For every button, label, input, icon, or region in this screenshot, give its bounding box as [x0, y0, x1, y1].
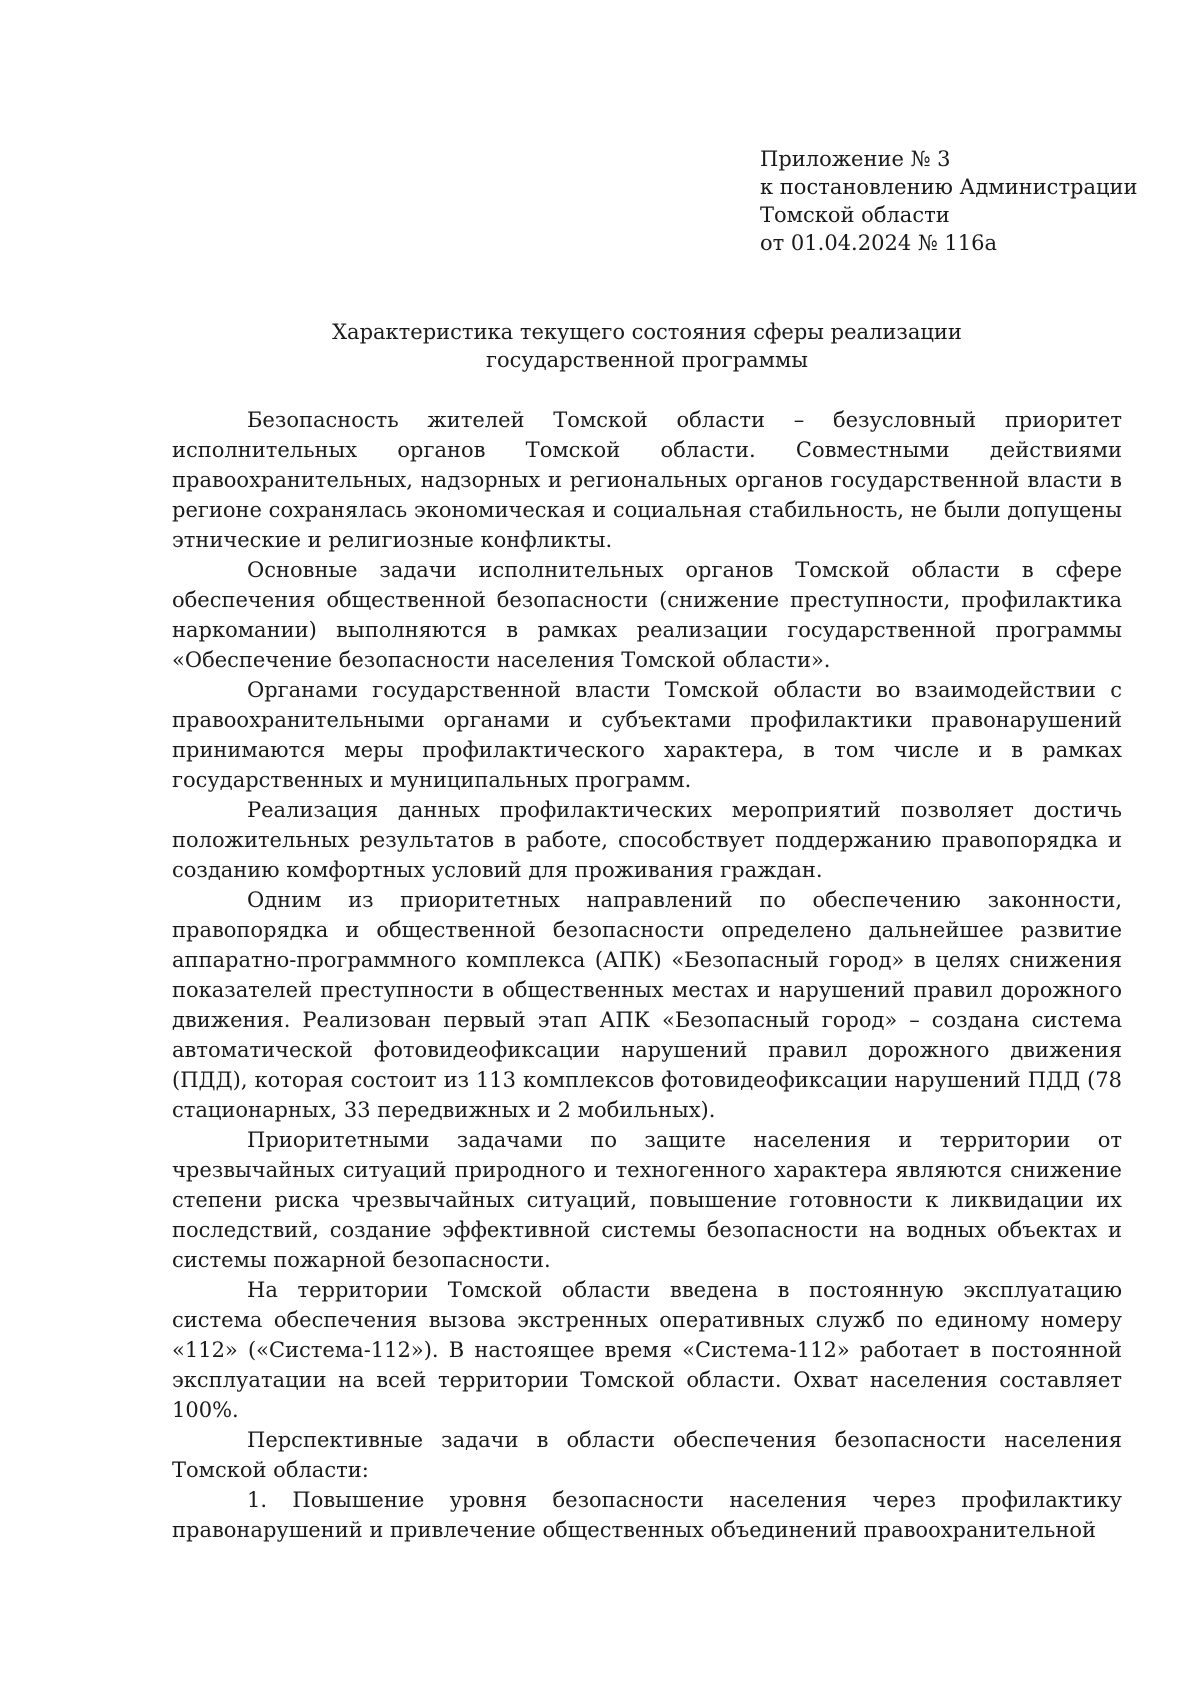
attachment-date-number: от 01.04.2024 № 116а	[760, 231, 997, 255]
paragraph: Органами государственной власти Томской области во взаимодействии с правоохранительными органами и субъектами профилактики правонарушений принимаются меры профилактического характера, в том числе и в рамках государственных и муниципальных программ.	[172, 678, 1122, 792]
document-body	[172, 405, 1122, 1545]
paragraph: Безопасность жителей Томской области – безусловный приоритет исполнительных органов Томской области. Совместными действиями правоохранительных, надзорных и региональных органов государственной власти в регионе сохранялась экономическая и социальная стабильность, не были допущены этнические и религиозные конфликты.	[172, 408, 1122, 552]
paragraph: Реализация данных профилактических мероприятий позволяет достичь положительных результатов в работе, способствует поддержанию правопорядка и созданию комфортных условий для проживания граждан.	[172, 798, 1122, 882]
attachment-number: Приложение № 3	[760, 147, 951, 171]
attachment-resolution-ref: к постановлению Администрации	[760, 175, 1138, 199]
title-line-1: Характеристика текущего состояния сферы реализации	[332, 320, 962, 344]
paragraph: Перспективные задачи в области обеспечения безопасности населения Томской области:	[172, 1428, 1122, 1482]
paragraph: Основные задачи исполнительных органов Томской области в сфере обеспечения общественной безопасности (снижение преступности, профилактика наркомании) выполняются в рамках реализации государственной программы «Обеспечение безопасности населения Томской области».	[172, 558, 1122, 672]
paragraph: Одним из приоритетных направлений по обеспечению законности, правопорядка и общественной безопасности определено дальнейшее развитие аппаратно-программного комплекса (АПК) «Безопасный город» в целях снижения показателей преступности в общественных местах и нарушений правил дорожного движения. Реализован первый этап АПК «Безопасный город» – создана система автоматической фотовидеофиксации нарушений правил дорожного движения (ПДД), которая состоит из 113 комплексов фотовидеофиксации нарушений ПДД (78 стационарных, 33 передвижных и 2 мобильных).	[172, 888, 1122, 1122]
document-title	[172, 318, 1122, 374]
paragraph: На территории Томской области введена в постоянную эксплуатацию система обеспечения вызова экстренных оперативных служб по единому номеру «112» («Система-112»). В настоящее время «Система-112» работает в постоянной эксплуатации на всей территории Томской области. Охват населения составляет 100%.	[172, 1278, 1122, 1422]
attachment-region: Томской области	[760, 203, 950, 227]
paragraph: Приоритетными задачами по защите населения и территории от чрезвычайных ситуаций природного и техногенного характера являются снижение степени риска чрезвычайных ситуаций, повышение готовности к ликвидации их последствий, создание эффективной системы безопасности на водных объектах и системы пожарной безопасности.	[172, 1128, 1122, 1272]
list-item: 1. Повышение уровня безопасности населения через профилактику правонарушений и привлечение общественных объединений правоохранительной	[172, 1488, 1122, 1542]
title-line-2: государственной программы	[485, 348, 809, 372]
attachment-header	[760, 145, 1180, 257]
